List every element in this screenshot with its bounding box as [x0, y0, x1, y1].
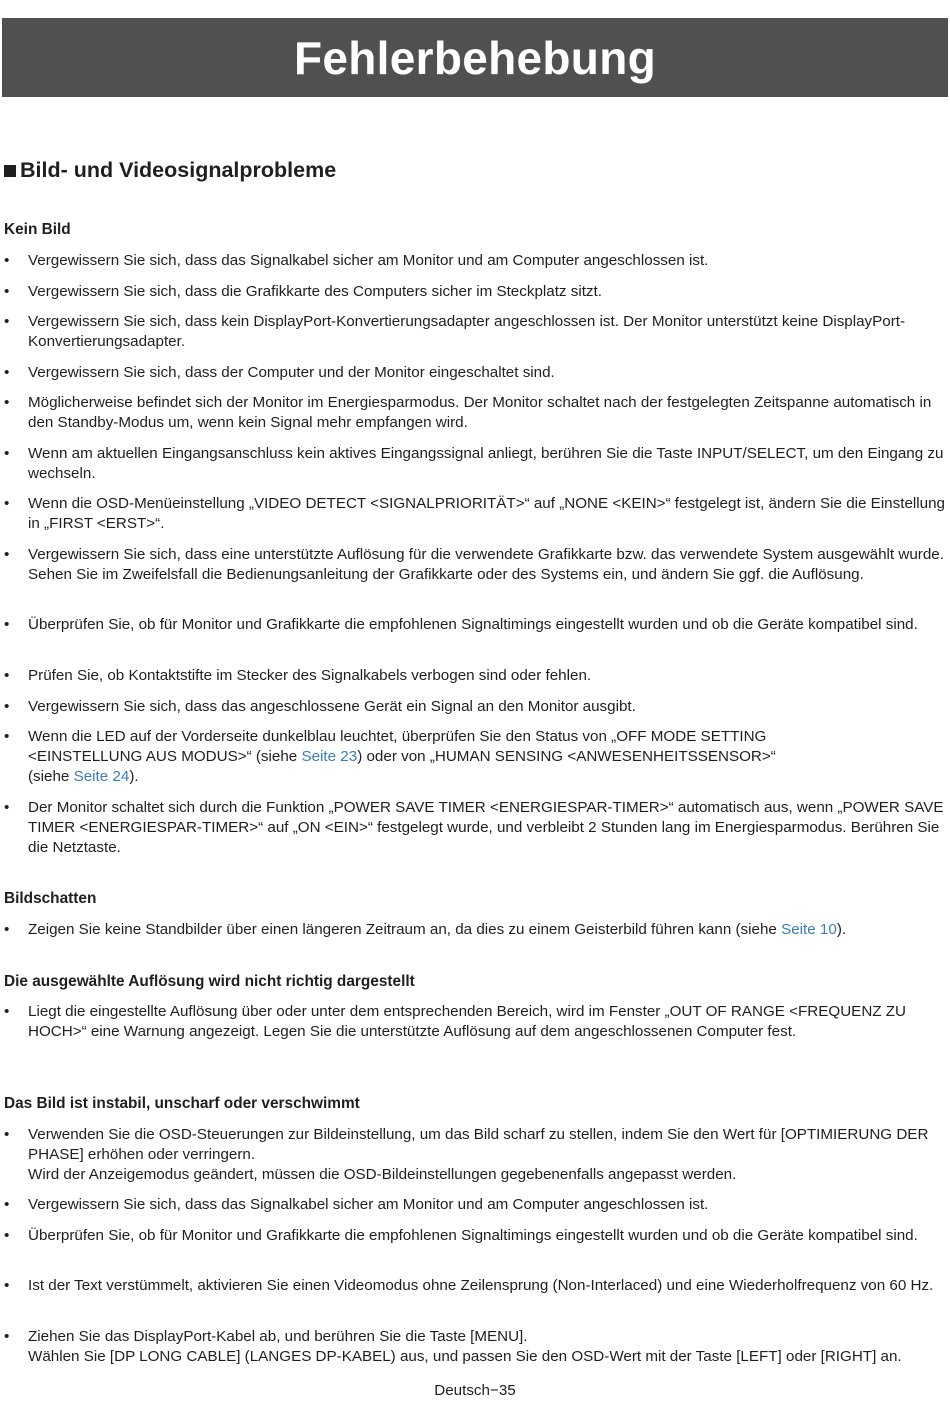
bullet-icon: • [4, 728, 10, 745]
list-item-text [28, 1125, 948, 1185]
bullet-icon: • [4, 1126, 10, 1143]
list-item-text: Möglicherweise befindet sich der Monitor im Energiesparmodus. Der Monitor schaltet nach der festgelegten Zeitspanne automatisch in den Standby-Modus um, wenn kein Signal mehr empfangen wird. [28, 394, 932, 431]
led-text-4: (siehe [28, 768, 74, 785]
subheading-aufloesung: Die ausgewählte Auflösung wird nicht richtig dargestellt [4, 973, 415, 990]
instabil-item1-line1: Verwenden Sie die OSD-Steuerungen zur Bildeinstellung, um das Bild scharf zu stellen, indem Sie den Wert für [OPTIMIERUNG DER PHASE] erhöhen oder verringern. [28, 1126, 929, 1163]
led-text-5: ). [129, 768, 139, 785]
list-item-text: Prüfen Sie, ob Kontaktstifte im Stecker des Signalkabels verbogen sind oder fehlen. [28, 667, 592, 684]
list-item-text: Vergewissern Sie sich, dass die Grafikkarte des Computers sicher im Steckplatz sitzt. [28, 283, 602, 300]
bullet-icon: • [4, 1277, 10, 1294]
section-title [2, 158, 336, 183]
page-link-23[interactable]: Seite 23 [301, 748, 358, 765]
bullet-icon: • [4, 546, 10, 563]
bildschatten-text: Zeigen Sie keine Standbilder über einen längeren Zeitraum an, da dies zu einem Geisterbild führen kann (siehe [28, 921, 782, 938]
list-item-text: Liegt die eingestellte Auflösung über oder unter dem entsprechenden Bereich, wird im Fenster „OUT OF RANGE <FREQUENZ ZU HOCH>“ eine Warnung angezeigt. Legen Sie die unterstützte Auflösung auf dem angeschlossenen Computer fest. [28, 1003, 907, 1040]
page-link-24[interactable]: Seite 24 [73, 768, 130, 785]
page-title: Fehlerbehebung [293, 31, 656, 84]
page-link-10[interactable]: Seite 10 [781, 921, 837, 938]
led-text-1: Wenn die LED auf der Vorderseite dunkelblau leuchtet, überprüfen Sie den Status von „OFF MODE SETTING [28, 728, 767, 745]
bullet-icon: • [4, 252, 10, 269]
instabil-last-line2: Wählen Sie [DP LONG CABLE] (LANGES DP-KABEL) aus, und passen Sie den OSD-Wert mit der Taste [LEFT] oder [RIGHT] an. [28, 1348, 902, 1365]
bullet-icon: • [4, 313, 10, 330]
list-item-text: Ist der Text verstümmelt, aktivieren Sie einen Videomodus ohne Zeilensprung (Non-Interlaced) und eine Wiederholfrequenz von 60 Hz. [28, 1277, 934, 1294]
bullet-icon: • [4, 921, 10, 938]
bullet-icon: • [4, 667, 10, 684]
list-item-text: Wenn am aktuellen Eingangsanschluss kein aktives Eingangssignal anliegt, berühren Sie die Taste INPUT/SELECT, um den Eingang zu wechseln. [28, 445, 944, 482]
list-item-text: Vergewissern Sie sich, dass das Signalkabel sicher am Monitor und am Computer angeschlossen ist. [28, 1196, 709, 1213]
list-item-text: Überprüfen Sie, ob für Monitor und Grafikkarte die empfohlenen Signaltimings eingestellt wurden und ob die Geräte kompatibel sind. [28, 616, 918, 633]
list-item-text: Vergewissern Sie sich, dass kein DisplayPort-Konvertierungsadapter angeschlossen ist. Der Monitor unterstützt keine DisplayPort-Konvertierungsadapter. [28, 313, 906, 350]
bullet-icon: • [4, 616, 10, 633]
led-text-3: ) oder von „HUMAN SENSING <ANWESENHEITSSENSOR>“ [357, 748, 776, 765]
list-item-text: Der Monitor schaltet sich durch die Funktion „POWER SAVE TIMER <ENERGIESPAR-TIMER>“ automatisch aus, wenn „POWER SAVE TIMER <ENERGIESPAR-TIMER>“ auf „ON <EIN>“ festgelegt wurde, und verbleibt 2 Stunden lang im Energiesparmodus. Berühren Sie die Netztaste. [28, 799, 944, 856]
bildschatten-end: ). [836, 921, 847, 938]
bullet-icon: • [4, 364, 10, 381]
bullet-icon: • [4, 495, 10, 512]
list-item-text [28, 1327, 948, 1367]
list-item-text [28, 727, 948, 787]
page-title-banner [2, 18, 948, 97]
bullet-icon: • [4, 283, 10, 300]
subheading-kein-bild: Kein Bild [4, 221, 71, 238]
section-title-text: Bild- und Videosignalprobleme [20, 158, 337, 182]
bullet-icon: • [4, 799, 10, 816]
list-item-text [28, 920, 948, 940]
led-text-2: <EINSTELLUNG AUS MODUS>“ (siehe [28, 748, 302, 765]
subheading-instabil: Das Bild ist instabil, unscharf oder verschwimmt [4, 1095, 360, 1112]
list-item-text: Wenn die OSD-Menüeinstellung „VIDEO DETECT <SIGNALPRIORITÄT>“ auf „NONE <KEIN>“ festgelegt ist, ändern Sie die Einstellung in „FIRST <ERST>“. [28, 495, 945, 532]
bullet-icon: • [4, 394, 10, 411]
list-item-text: Vergewissern Sie sich, dass das angeschlossene Gerät ein Signal an den Monitor ausgibt. [28, 698, 636, 715]
bullet-icon: • [4, 1328, 10, 1345]
list-item-text: Vergewissern Sie sich, dass der Computer und der Monitor eingeschaltet sind. [28, 364, 555, 381]
subheading-bildschatten: Bildschatten [4, 890, 97, 907]
bullet-icon: • [4, 1196, 10, 1213]
page-footer: Deutsch−35 [434, 1382, 516, 1399]
list-item-text: Überprüfen Sie, ob für Monitor und Grafikkarte die empfohlenen Signaltimings eingestellt wurden und ob die Geräte kompatibel sind. [28, 1227, 918, 1244]
bullet-icon: • [4, 445, 10, 462]
square-bullet-icon [4, 165, 16, 177]
bullet-icon: • [4, 1003, 10, 1020]
bullet-icon: • [4, 1227, 10, 1244]
instabil-item1-line2: Wird der Anzeigemodus geändert, müssen die OSD-Bildeinstellungen gegebenenfalls angepasst werden. [28, 1166, 737, 1183]
bullet-icon: • [4, 698, 10, 715]
list-item-text: Vergewissern Sie sich, dass eine unterstützte Auflösung für die verwendete Grafikkarte bzw. das verwendete System ausgewählt wurde. Sehen Sie im Zweifelsfall die Bedienungsanleitung der Grafikkarte oder des Systems ein, und ändern Sie ggf. die Auflösung. [28, 546, 944, 583]
list-item-text: Vergewissern Sie sich, dass das Signalkabel sicher am Monitor und am Computer angeschlossen ist. [28, 252, 709, 269]
instabil-last-line1: Ziehen Sie das DisplayPort-Kabel ab, und berühren Sie die Taste [MENU]. [28, 1328, 528, 1345]
